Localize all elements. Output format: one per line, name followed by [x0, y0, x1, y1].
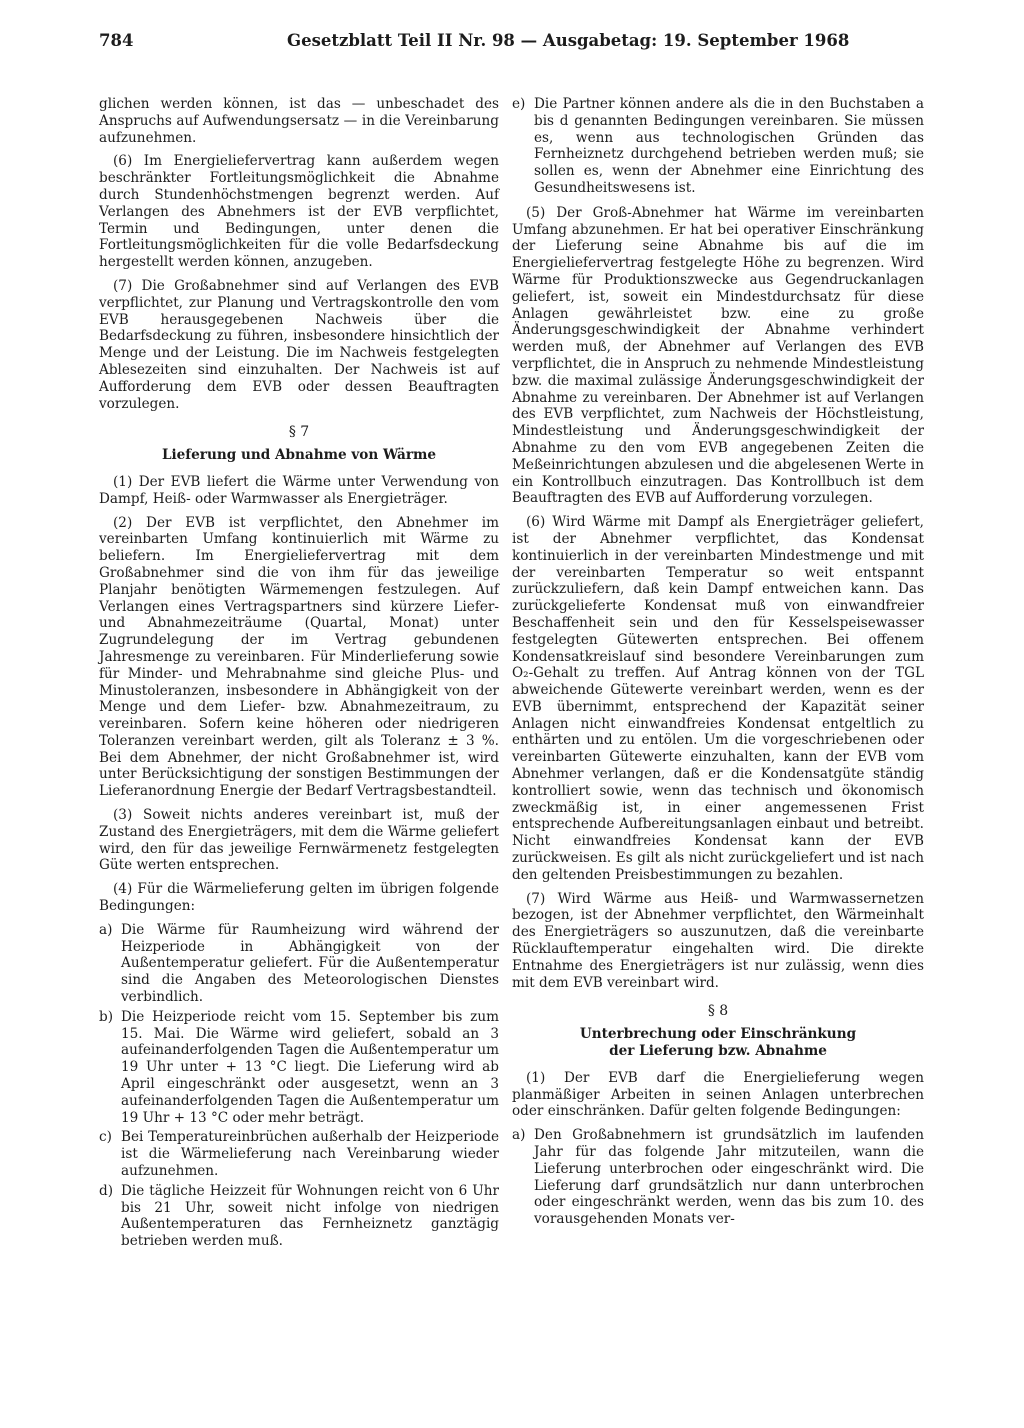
paragraph-6: (6) Wird Wärme mit Dampf als Energieträger geliefert, ist der Abnehmer verpflichtet, das Kondensat kontinuierlich in der vereinbarten Mindestmenge und mit der vereinbarten Temperatur so weit entspannt zurückzuliefern, daß kein Dampf entweichen kann. Das zurückgelieferte Kondensat muß von einwandfreier Beschaffenheit sein und den für Kesselspeisewasser festgelegten Gütewerten entsprechen. Bei offenem Kondensatkreislauf sind besondere Vereinbarungen zum O₂-Gehalt zu treffen. Auf Antrag können von der TGL abweichende Gütewerte vereinbart werden, wenn es der EVB übernimmt, entsprechend der Kapazität seiner Anlagen nicht einwandfreies Kondensat entgeltlich zu enthärten und zu entölen. Um die vorgeschriebenen oder vereinbarten Gütewerte einzuhalten, kann der EVB vom Abnehmer verlangen, daß er die Kondensatgüte ständig kontrolliert sowie, wenn das technisch und ökonomisch zweckmäßig ist, in einer angemessenen Frist entsprechende Aufbereitungsanlagen einbaut und betreibt. Nicht einwandfreies Kondensat kann der EVB zurückweisen. Es gilt als nicht zurückgeliefert und ist nach den geltenden Preisbestimmungen zu bezahlen.	[512, 514, 924, 883]
right-column	[512, 96, 924, 1231]
section-7-paragraph-2: (2) Der EVB ist verpflichtet, den Abnehmer im vereinbarten Umfang kontinuierlich mit Wärme zu beliefern. Im Energieliefervertrag mit dem Großabnehmer sind die von ihm für das jeweilige Planjahr benötigten Wärmemengen festzulegen. Auf Verlangen eines Vertragspartners sind kürzere Liefer- und Abnahmezeiträume (Quartal, Monat) unter Zugrundelegung der im Vertrag gebundenen Jahresmenge zu vereinbaren. Für Minderlieferung sowie für Minder- und Mehrabnahme sind gleiche Plus- und Minustoleranzen, insbesondere in Abhängigkeit von der Menge und dem Liefer- bzw. Abnahmezeitraum, zu vereinbaren. Sofern keine höheren oder niedrigeren Toleranzen vereinbart werden, gilt als Toleranz ± 3 %. Bei dem Abnehmer, der nicht Großabnehmer ist, wird unter Berücksichtigung der sonstigen Bestimmungen der Lieferanordnung Energie der Bedarf Vertragsbestandteil.	[99, 514, 499, 800]
list-item	[99, 1009, 499, 1127]
left-column	[99, 96, 499, 1253]
list-item-text: Die tägliche Heizzeit für Wohnungen reicht von 6 Uhr bis 21 Uhr, soweit nicht infolge von niedrigen Außentemperaturen das Fernheiznetz ganztägig betrieben werden muß.	[121, 1182, 499, 1250]
list-item	[512, 1127, 924, 1228]
paragraph-5: (5) Der Groß-Abnehmer hat Wärme im vereinbarten Umfang abzunehmen. Er hat bei operativer Einschränkung der Lieferung seine Abnahme bis auf die im Energieliefervertrag festgelegte Höhe zu begrenzen. Wird Wärme für Produktionszwecke aus Gegendruckanlagen geliefert, ist, soweit ein Mindestdurchsatz für diese Anlagen gewährleistet bzw. eine zu große Änderungsgeschwindigkeit der Abnahme verhindert werden muß, der Abnehmer auf Verlangen des EVB verpflichtet, die in Anspruch zu nehmende Mindestleistung bzw. die maximal zulässige Änderungsgeschwindigkeit der Abnahme zu vereinbaren. Der Abnehmer ist auf Verlangen des EVB verpflichtet, zum Nachweis der Höchstleistung, Mindestleistung und Änderungsgeschwindigkeit der Abnahme zu den vom EVB angegebenen Zeiten die Meßeinrichtungen abzulesen und die abgelesenen Werte in ein Kontrollbuch einzutragen. Das Kontrollbuch ist dem Beauftragten des EVB auf Aufforderung vorzulegen.	[512, 204, 924, 507]
section-8-paragraph-1: (1) Der EVB darf die Energielieferung wegen planmäßiger Arbeiten in seinen Anlagen unterbrechen oder einschränken. Dafür gelten folgende Bedingungen:	[512, 1069, 924, 1120]
list-item-text: Die Heizperiode reicht vom 15. September bis zum 15. Mai. Die Wärme wird geliefert, sobald an 3 aufeinanderfolgenden Tagen die Außentemperatur um 19 Uhr unter + 13 °C liegt. Die Lieferung wird ab April eingeschränkt oder ausgesetzt, wenn an 3 aufeinanderfolgenden Tagen die Außentemperatur um 19 Uhr + 13 °C oder mehr beträgt.	[121, 1008, 499, 1126]
paragraph-continued: glichen werden können, ist das — unbeschadet des Anspruchs auf Aufwendungsersatz — in die Vereinbarung aufzunehmen.	[99, 96, 499, 146]
section-7-title: Lieferung und Abnahme von Wärme	[161, 447, 437, 464]
paragraph-7: (7) Die Großabnehmer sind auf Verlangen des EVB verpflichtet, zur Planung und Vertragskontrolle den vom EVB herausgegebenen Nachweis über die Bedarfsdeckung zu führen, insbesondere hinsichtlich der Menge und der Leistung. Die im Nachweis festgelegten Ablesezeiten sind einzuhalten. Der Nachweis ist auf Aufforderung dem EVB oder dessen Beauftragten vorzulegen.	[99, 277, 499, 412]
list-item-label: a)	[99, 921, 113, 938]
section-7-paragraph-3: (3) Soweit nichts anderes vereinbart ist, muß der Zustand des Energieträgers, mit dem die Wärme geliefert wird, den für das jeweilige Fernwärmenetz festgelegten Güte werten entsprechen.	[99, 807, 499, 874]
list-item-label: b)	[99, 1008, 114, 1025]
list-item	[512, 96, 924, 197]
paragraph-7: (7) Wird Wärme aus Heiß- und Warmwassernetzen bezogen, ist der Abnehmer verpflichtet, den Wärmeinhalt des Energieträgers so auszunutzen, daß die vereinbarte Rücklauftemperatur eingehalten wird. Die direkte Entnahme des Energieträgers ist nur zulässig, wenn dies mit dem EVB vereinbart wird.	[512, 890, 924, 991]
section-7-paragraph-4: (4) Für die Wärmelieferung gelten im übrigen folgende Bedingungen:	[99, 881, 499, 915]
section-7-number: § 7	[288, 424, 310, 441]
section-8-title-line-1: Unterbrechung oder Einschränkung	[579, 1026, 857, 1043]
list-item	[99, 1183, 499, 1250]
section-8-number: § 8	[707, 1003, 729, 1020]
list-item-label: a)	[512, 1127, 526, 1144]
page-number: 784	[99, 31, 134, 50]
list-item-text: Den Großabnehmern ist grundsätzlich im laufenden Jahr für das folgende Jahr mitzuteilen, wann die Lieferung unterbrochen oder eingeschränkt wird. Die Lieferung darf grundsätzlich nur dann unterbrochen oder eingeschränkt werden, wenn das bis zum 10. des vorausgehenden Monats ver-	[534, 1127, 924, 1228]
list-item-label: c)	[99, 1129, 112, 1146]
page-header	[99, 31, 899, 61]
section-8-title-line-2: der Lieferung bzw. Abnahme	[609, 1043, 827, 1060]
section-7-paragraph-1: (1) Der EVB liefert die Wärme unter Verwendung von Dampf, Heiß- oder Warmwasser als Energieträger.	[99, 473, 499, 507]
paragraph-6: (6) Im Energieliefervertrag kann außerdem wegen beschränkter Fortleitungsmöglichkeit die Abnahme durch Stundenhöchstmengen begrenzt werden. Auf Verlangen des Abnehmers ist der EVB verpflichtet, Termin und Bedingungen, unter denen die Fortleitungsmöglichkeiten für die volle Bedarfsdeckung hergestellt werden können, anzugeben.	[99, 153, 499, 271]
list-item-text: Die Partner können andere als die in den Buchstaben a bis d genannten Bedingungen vereinbaren. Sie müssen es, wenn aus technologischen Gründen das Fernheiznetz durchgehend betrieben werden muß; sie sollen es, wenn der Abnehmer eine Einrichtung des Gesundheitswesens ist.	[534, 96, 924, 196]
list-item-text: Bei Temperatureinbrüchen außerhalb der Heizperiode ist die Wärmelieferung nach Vereinbarung wieder aufzunehmen.	[121, 1129, 499, 1180]
list-item-text: Die Wärme für Raumheizung wird während der Heizperiode in Abhängigkeit von der Außentemperatur geliefert. Für die Außentemperatur sind die Angaben des Meteorologischen Dienstes verbindlich.	[121, 921, 499, 1006]
list-item-label: e)	[512, 96, 526, 112]
running-title: Gesetzblatt Teil II Nr. 98 — Ausgabetag: 19. September 1968	[287, 31, 850, 50]
list-item-label: d)	[99, 1182, 114, 1199]
list-item	[99, 922, 499, 1006]
list-item	[99, 1129, 499, 1179]
